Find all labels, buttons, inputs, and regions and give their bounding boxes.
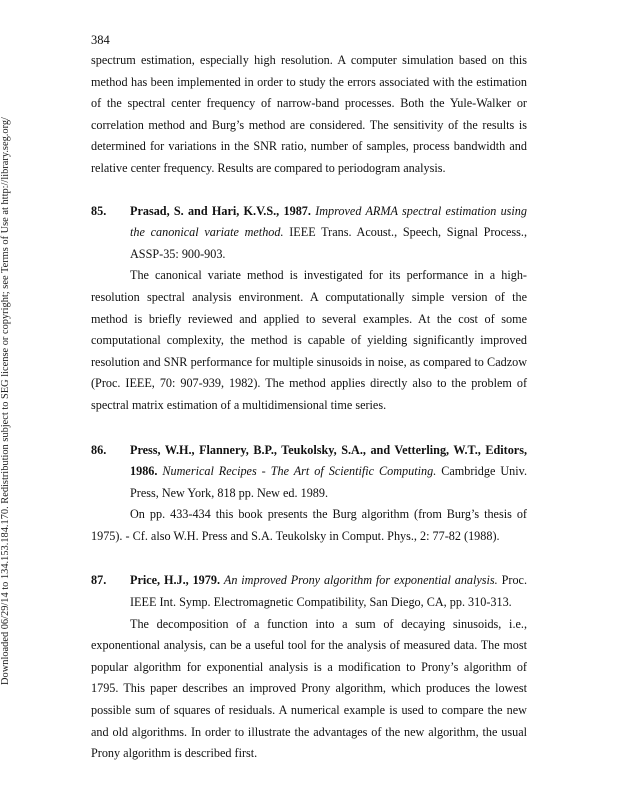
entry-authors: Price, H.J., bbox=[130, 573, 189, 588]
entry-title: An improved Prony algorithm for exponential analysis. bbox=[223, 573, 498, 588]
entry-year: 1987. bbox=[283, 203, 311, 218]
download-notice: Downloaded 06/29/14 to 134.153.184.170. Redistribution subject to SEG license or copyright; see Terms of Use at http://library.seg.org/ bbox=[0, 117, 11, 685]
entry-citation bbox=[91, 440, 527, 505]
entry-title: Numerical Recipes - The Art of Scientific Computing. bbox=[162, 464, 437, 479]
entry-number: 85. bbox=[91, 203, 107, 218]
reference-entry-86 bbox=[91, 440, 527, 548]
entry-source: IEEE Trans. Acoust., Speech, Signal Process., ASSP-35: 900-903. bbox=[130, 225, 527, 261]
entry-number: 86. bbox=[91, 442, 107, 457]
entry-source: Cambridge Univ. Press, New York, 818 pp. New ed. 1989. bbox=[130, 464, 527, 500]
page-content bbox=[91, 50, 527, 765]
page-number: 384 bbox=[91, 33, 110, 47]
entry-authors: Press, W.H., Flannery, B.P., Teukolsky, S.A., and Vetterling, W.T., Editors, bbox=[130, 442, 527, 457]
entry-year: 1986. bbox=[130, 464, 158, 479]
intro-paragraph: spectrum estimation, especially high resolution. A computer simulation based on this method has been implemented in order to study the errors associated with the estimation of the spectral center frequency of narrow-band processes. Both the Yule-Walker or correlation method and Burg’s method are considered. The sensitivity of the results is determined for variations in the SNR ratio, number of samples, process bandwidth and relative center frequency. Results are compared to periodogram analysis. bbox=[91, 53, 527, 175]
entry-abstract: On pp. 433-434 this book presents the Burg algorithm (from Burg’s thesis of 1975). - Cf. also W.H. Press and S.A. Teukolsky in Comput. Phys., 2: 77-82 (1988). bbox=[91, 507, 527, 543]
entry-authors: Prasad, S. and Hari, K.V.S., bbox=[130, 203, 280, 218]
entry-source: Proc. IEEE Int. Symp. Electromagnetic Compatibility, San Diego, CA, pp. 310-313. bbox=[130, 573, 527, 610]
entry-abstract: The canonical variate method is investigated for its performance in a high-resolution spectral analysis environment. A computationally simple version of the method is briefly reviewed and applied to several examples. At the cost of some computational complexity, the method is capable of yielding significantly improved resolution and SNR performance for multiple sinusoids in noise, as compared to Cadzow (Proc. IEEE, 70: 907-939, 1982). The method applies directly also to the problem of spectral matrix estimation of a multidimensional time series. bbox=[91, 268, 527, 412]
entry-year: 1979. bbox=[192, 573, 220, 588]
entry-abstract: The decomposition of a function into a sum of decaying sinusoids, i.e., exponentional analysis, can be a useful tool for the analysis of measured data. The most popular algorithm for exponential analysis is a modification to Prony’s algorithm of 1795. This paper describes an improved Prony algorithm, which produces the lowest possible sum of squares of residuals. A numerical example is used to compare the new and old algorithms. In order to illustrate the advantages of the new algorithm, the usual Prony algorithm is described first. bbox=[91, 616, 527, 761]
reference-entry-87 bbox=[91, 570, 527, 764]
entry-number: 87. bbox=[91, 573, 107, 588]
entry-citation bbox=[91, 570, 527, 613]
entry-title: Improved ARMA spectral estimation using the canonical variate method. bbox=[130, 203, 527, 240]
reference-entry-85 bbox=[91, 201, 527, 417]
entry-citation bbox=[91, 201, 527, 266]
